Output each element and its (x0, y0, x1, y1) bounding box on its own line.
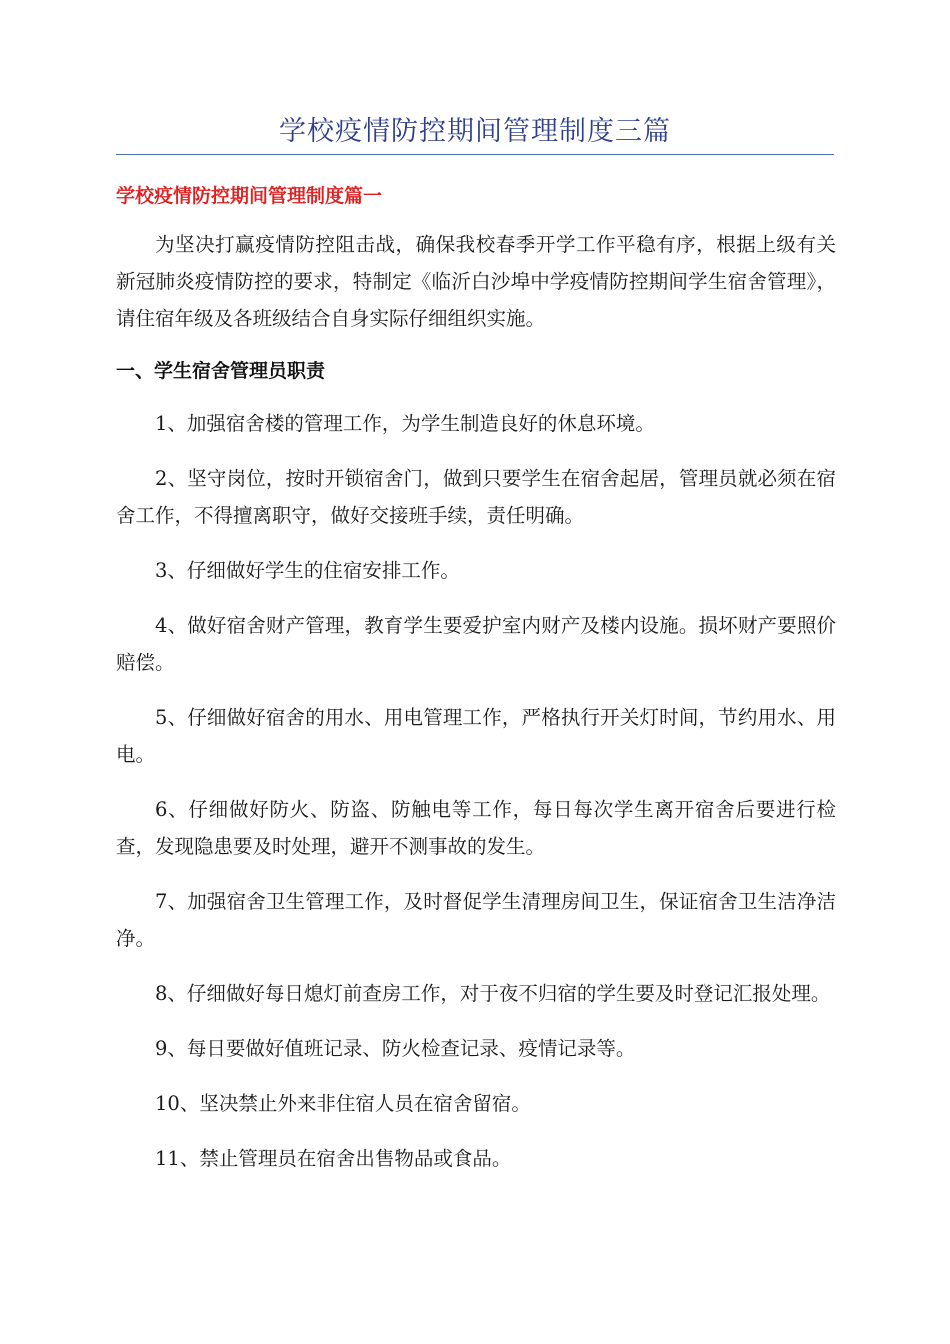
list-item: 1、加强宿舍楼的管理工作，为学生制造良好的休息环境。 (155, 412, 655, 435)
list-item: 9、每日要做好值班记录、防火检查记录、疫情记录等。 (155, 1037, 636, 1060)
section-heading: 学校疫情防控期间管理制度篇一 (116, 185, 383, 207)
list-item: 10、坚决禁止外来非住宿人员在宿舍留宿。 (155, 1092, 531, 1115)
list-item: 11、禁止管理员在宿舍出售物品或食品。 (155, 1147, 512, 1170)
document-body (116, 178, 836, 1195)
subheading-duties: 一、学生宿舍管理员职责 (116, 360, 326, 382)
intro-paragraph: 为坚决打赢疫情防控阻击战，确保我校春季开学工作平稳有序，根据上级有关新冠肺炎疫情防控的要求，特制定《临沂白沙埠中学疫情防控期间学生宿舍管理》，请住宿年级及各班级结合自身实际仔细组织实施。 (116, 233, 836, 330)
list-item: 5、仔细做好宿舍的用水、用电管理工作，严格执行开关灯时间，节约用水、用电。 (116, 706, 836, 766)
document-title: 学校疫情防控期间管理制度三篇 (279, 116, 671, 147)
list-item: 6、仔细做好防火、防盗、防触电等工作，每日每次学生离开宿舍后要进行检查，发现隐患要及时处理，避开不测事故的发生。 (116, 798, 836, 858)
list-item: 3、仔细做好学生的住宿安排工作。 (155, 559, 460, 582)
list-item: 8、仔细做好每日熄灯前查房工作，对于夜不归宿的学生要及时登记汇报处理。 (155, 982, 831, 1005)
list-item: 4、做好宿舍财产管理，教育学生要爱护室内财产及楼内设施。损坏财产要照价赔偿。 (116, 614, 836, 674)
list-item: 2、坚守岗位，按时开锁宿舍门，做到只要学生在宿舍起居，管理员就必须在宿舍工作，不得擅离职守，做好交接班手续，责任明确。 (116, 467, 836, 527)
list-item: 7、加强宿舍卫生管理工作，及时督促学生清理房间卫生，保证宿舍卫生洁净洁净。 (116, 890, 836, 950)
title-underline (116, 154, 834, 155)
